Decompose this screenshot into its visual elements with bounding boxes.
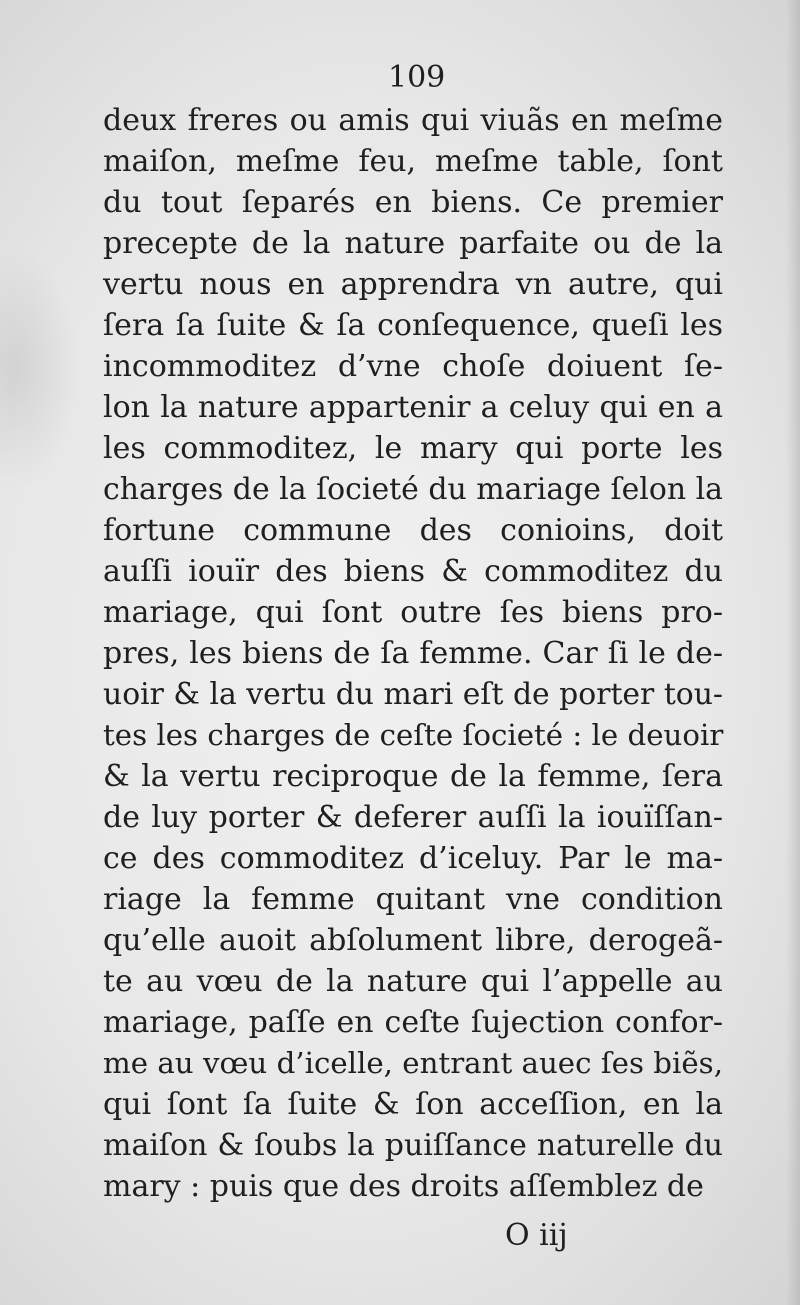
page-number: 109 [388, 60, 446, 95]
text-line: vertu nous en apprendra vn autre, qui [103, 267, 723, 302]
text-line: precepte de la nature parfaite ou de la [103, 226, 723, 261]
signature-mark: O iij [505, 1218, 568, 1253]
text-line: fortune commune des conioins, doit [103, 513, 723, 548]
text-line: deux freres ou amis qui viuãs en meſme [103, 103, 723, 138]
text-line: maiſon & ſoubs la puiſſance naturelle du [103, 1128, 723, 1163]
text-line: mariage, qui ſont outre ſes biens pro- [103, 595, 723, 630]
text-line: de luy porter & deferer auſſi la iouïſſan- [103, 800, 723, 835]
text-line: qu’elle auoit abſolument libre, derogeã- [103, 923, 723, 958]
text-line: riage la femme quitant vne condition [103, 882, 723, 917]
text-line: qui ſont ſa ſuite & ſon acceſſion, en la [103, 1087, 723, 1122]
text-line: uoir & la vertu du mari eſt de porter tou- [103, 677, 723, 712]
text-line: te au vœu de la nature qui l’appelle au [103, 964, 723, 999]
text-line: mariage, paſſe en ceſte ſujection confor- [103, 1005, 723, 1040]
page-edge-shadow [786, 0, 800, 1305]
text-line: incommoditez d’vne choſe doiuent ſe- [103, 349, 723, 384]
text-line: auſſi iouïr des biens & commoditez du [103, 554, 723, 589]
text-line: tes les charges de ceſte ſocieté : le deuoir [103, 718, 724, 752]
paper-stain [0, 250, 80, 490]
text-line: lon la nature appartenir a celuy qui en a [103, 390, 723, 425]
text-line: les commoditez, le mary qui porte les [103, 431, 723, 466]
text-line: & la vertu reciproque de la femme, ſera [103, 759, 723, 794]
text-line: mary : puis que des droits aſſemblez de [103, 1169, 704, 1204]
text-line: charges de la ſocieté du mariage ſelon la [103, 472, 723, 507]
text-line: du tout ſeparés en biens. Ce premier [103, 185, 723, 220]
body-text [103, 100, 723, 1207]
text-line: ce des commoditez d’iceluy. Par le ma- [103, 841, 723, 876]
text-line: pres, les biens de ſa femme. Car ſi le de- [103, 636, 723, 671]
text-line: maiſon, meſme feu, meſme table, ſont [103, 144, 723, 179]
text-line: me au vœu d’icelle, entrant auec ſes biẽs, [103, 1046, 723, 1080]
text-line: ſera ſa ſuite & ſa conſequence, queſi les [103, 308, 723, 343]
